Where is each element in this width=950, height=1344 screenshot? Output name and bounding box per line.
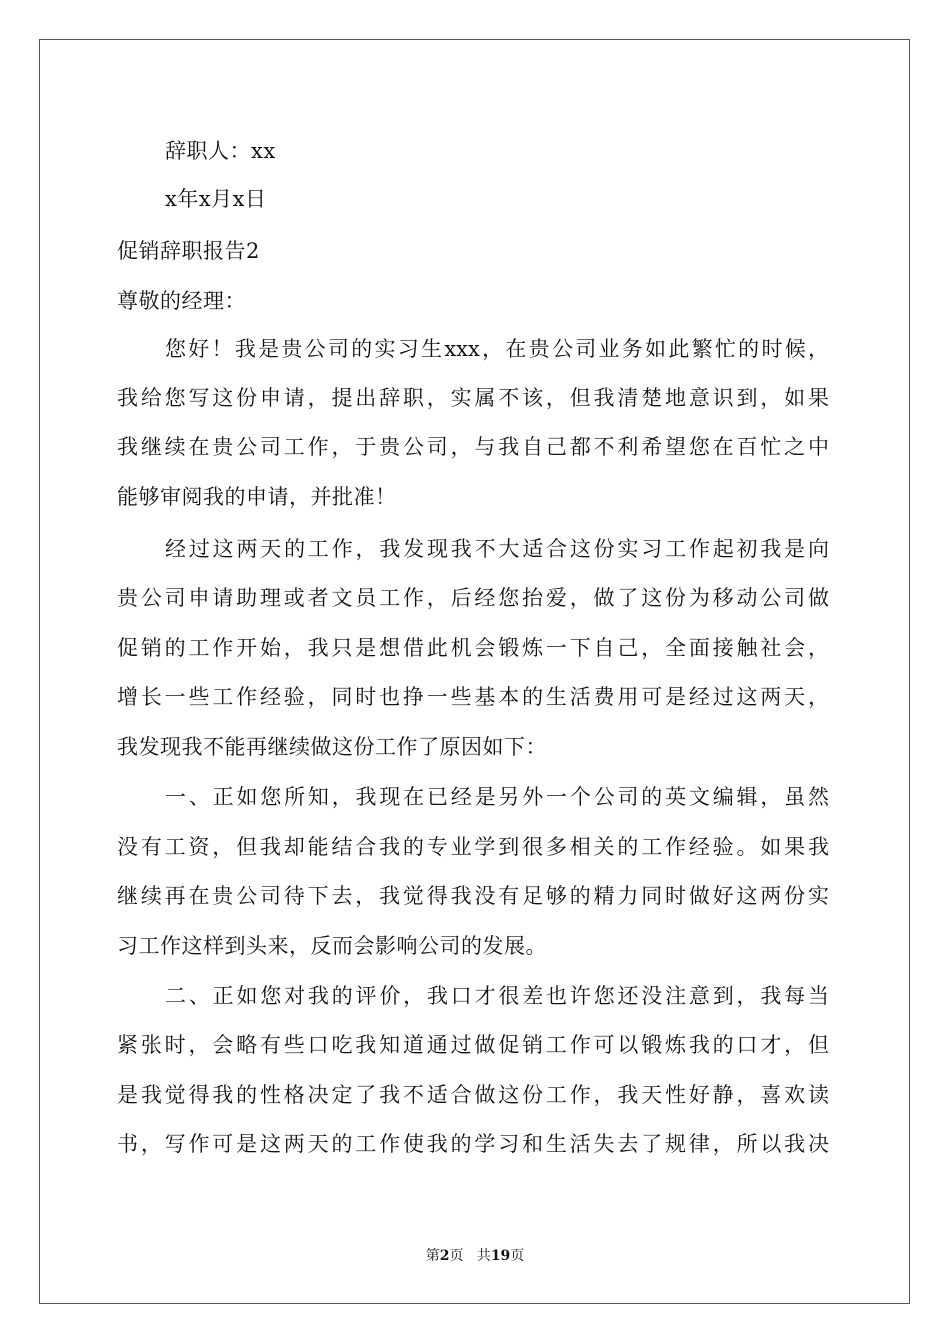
page-prefix: 第 xyxy=(425,1248,440,1264)
paragraph-line: 书，写作可是这两天的工作使我的学习和生活失去了规律，所以我决 xyxy=(117,1132,829,1156)
page-suffix: 页 xyxy=(449,1248,464,1264)
paragraph-line: 贵公司申请助理或者文员工作，后经您抬爱，做了这份为移动公司做 xyxy=(117,586,829,610)
date-line: x年x月x日 xyxy=(165,187,267,211)
page-border xyxy=(39,39,910,1304)
paragraph-line: 我给您写这份申请，提出辞职，实属不该，但我清楚地意识到，如果 xyxy=(117,386,829,410)
paragraph-line: 增长一些工作经验，同时也挣一些基本的生活费用可是经过这两天， xyxy=(117,685,829,709)
paragraph-line: 二、正如您对我的评价，我口才很差也许您还没注意到，我每当 xyxy=(165,984,829,1008)
paragraph-line: 促销的工作开始，我只是想借此机会锻炼一下自己，全面接触社会， xyxy=(117,636,829,660)
paragraph-line: 紧张时，会略有些口吃我知道通过做促销工作可以锻炼我的口才，但 xyxy=(117,1033,829,1057)
total-suffix: 页 xyxy=(510,1248,525,1264)
page-number: 2 xyxy=(439,1248,450,1264)
total-prefix: 共 xyxy=(476,1248,491,1264)
paragraph-line: 能够审阅我的申请，并批准！ xyxy=(117,485,397,509)
page-footer xyxy=(0,1247,950,1265)
total-pages: 19 xyxy=(490,1248,511,1264)
document-title: 促销辞职报告2 xyxy=(117,239,260,263)
paragraph-line: 经过这两天的工作，我发现我不大适合这份实习工作起初我是向 xyxy=(165,537,829,561)
paragraph-line: 您好！我是贵公司的实习生xxx，在贵公司业务如此繁忙的时候， xyxy=(165,337,829,361)
paragraph-line: 没有工资，但我却能结合我的专业学到很多相关的工作经验。如果我 xyxy=(117,835,829,859)
paragraph-line: 一、正如您所知，我现在已经是另外一个公司的英文编辑，虽然 xyxy=(165,785,829,809)
paragraph-line: 我继续在贵公司工作，于贵公司，与我自己都不利希望您在百忙之中 xyxy=(117,435,829,459)
salutation: 尊敬的经理： xyxy=(117,289,246,313)
paragraph-line: 是我觉得我的性格决定了我不适合做这份工作，我天性好静，喜欢读 xyxy=(117,1083,829,1107)
paragraph-line: 我发现我不能再继续做这份工作了原因如下： xyxy=(117,735,547,759)
paragraph-line: 习工作这样到头来，反而会影响公司的发展。 xyxy=(117,934,547,958)
paragraph-line: 继续再在贵公司待下去，我觉得我没有足够的精力同时做好这两份实 xyxy=(117,884,829,908)
resigner-line: 辞职人：xx xyxy=(165,139,276,163)
